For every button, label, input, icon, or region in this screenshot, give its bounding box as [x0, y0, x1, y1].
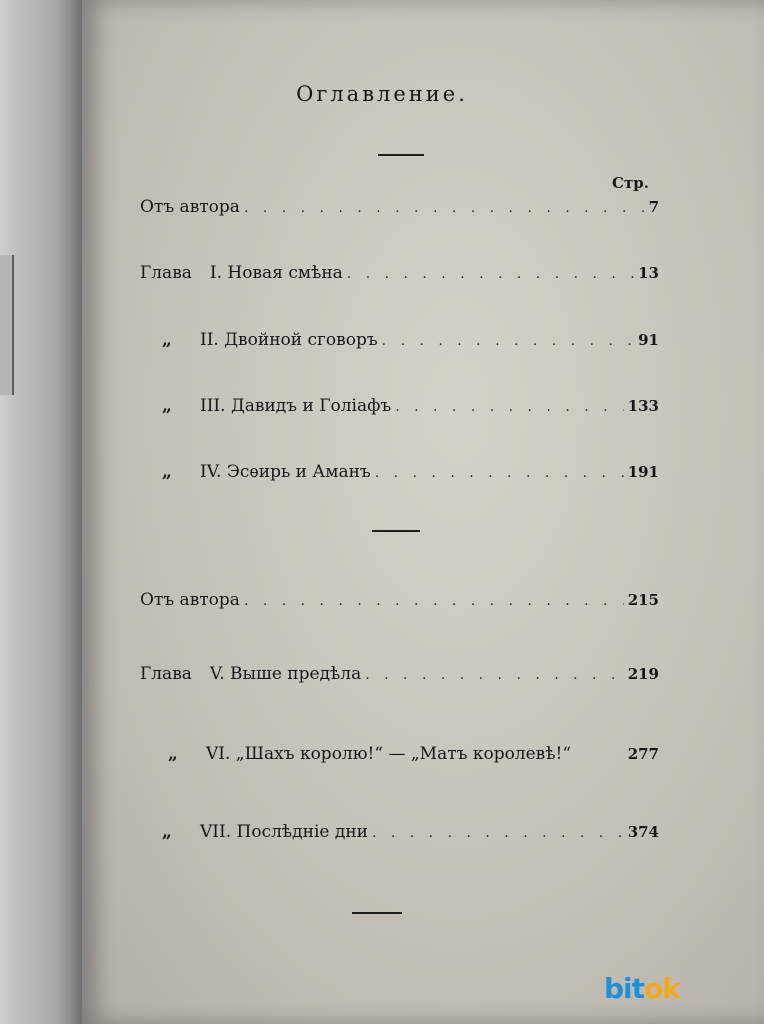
- toc-row: [140, 590, 659, 620]
- dot-leader: [395, 399, 623, 415]
- toc-prefix: „: [162, 462, 172, 482]
- toc-row: [140, 197, 659, 227]
- toc-page: 219: [627, 665, 659, 683]
- toc-row: [168, 744, 659, 774]
- toc-prefix: Глава: [140, 664, 192, 684]
- dot-leader: [347, 266, 634, 282]
- toc-page: 13: [638, 264, 659, 282]
- toc-page: 91: [638, 331, 659, 349]
- dot-leader: [244, 200, 645, 216]
- toc-page: 277: [627, 745, 659, 763]
- dot-leader: [365, 667, 623, 683]
- dot-leader: [244, 593, 624, 609]
- toc-page: 215: [627, 591, 659, 609]
- toc-row: [162, 330, 659, 360]
- title-rule: [378, 154, 424, 156]
- book-spine: [0, 0, 82, 1024]
- toc-row: [162, 822, 659, 852]
- toc-page: 374: [627, 823, 659, 841]
- toc-prefix: „: [168, 744, 178, 764]
- toc-label: VII. Послѣдніе дни: [200, 822, 368, 842]
- toc-row: [162, 462, 659, 492]
- toc-prefix: „: [162, 396, 172, 416]
- toc-row: [140, 263, 659, 293]
- toc-label: I. Новая смѣна: [209, 263, 343, 283]
- toc-page: 7: [648, 198, 659, 216]
- page-column-header: Стр.: [612, 174, 649, 192]
- section-rule: [372, 530, 420, 532]
- toc-prefix: „: [162, 330, 172, 350]
- toc-row: [162, 396, 659, 426]
- toc-label: V. Выше предѣла: [209, 664, 362, 684]
- toc-prefix: „: [162, 822, 172, 842]
- toc-label: IV. Эсѳирь и Аманъ: [200, 462, 371, 482]
- toc-page: 191: [627, 463, 659, 481]
- dot-leader: [372, 825, 624, 841]
- toc-label: II. Двойной сговоръ: [200, 330, 378, 350]
- toc-prefix: Глава: [140, 263, 192, 283]
- page-title: Оглавление.: [296, 82, 468, 106]
- toc-label: III. Давидъ и Голіафъ: [200, 396, 392, 416]
- watermark-logo: bitok: [604, 972, 680, 1005]
- toc-row: [140, 664, 659, 694]
- toc-label: Отъ автора: [140, 197, 240, 217]
- dot-leader: [382, 333, 634, 349]
- toc-page: 133: [627, 397, 659, 415]
- toc-label: Отъ автора: [140, 590, 240, 610]
- toc-label: VI. „Шахъ королю!“ — „Матъ королевѣ!“: [206, 744, 572, 764]
- spine-mark: [0, 255, 14, 395]
- end-rule: [352, 912, 402, 914]
- dot-leader: [375, 465, 624, 481]
